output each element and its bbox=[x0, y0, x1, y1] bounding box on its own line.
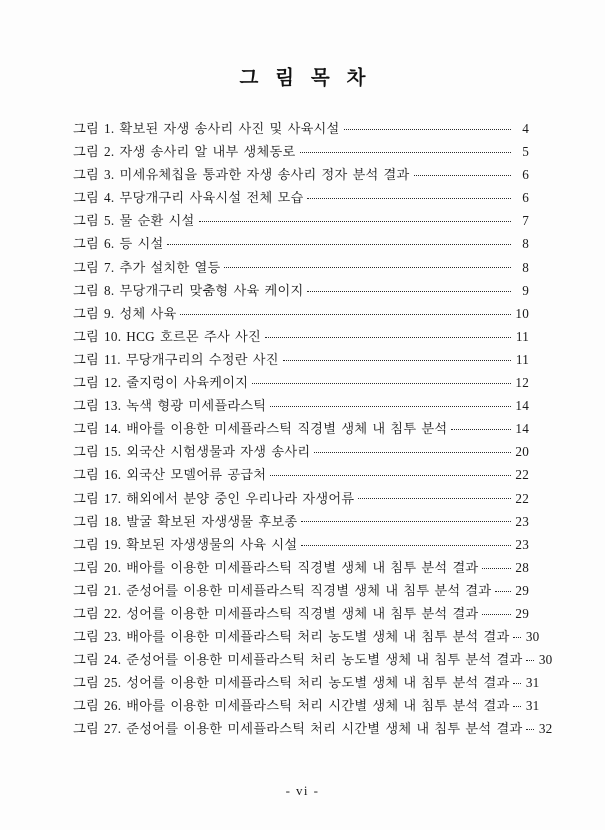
figure-entry-label: 그림 2. 자생 송사리 알 내부 생체동로 bbox=[73, 144, 296, 160]
figure-entry-label: 그림 26. 배아를 이용한 미세플라스틱 처리 시간별 생체 내 침투 분석 결과 bbox=[73, 698, 510, 714]
dot-leader bbox=[451, 420, 511, 433]
figure-list bbox=[73, 118, 553, 742]
dot-leader bbox=[526, 651, 534, 664]
dot-leader bbox=[358, 489, 511, 502]
figure-entry-page-number: 29 bbox=[515, 605, 529, 621]
figure-list-entry[interactable] bbox=[73, 464, 529, 487]
figure-entry-page-number: 30 bbox=[538, 652, 553, 668]
figure-entry-page-number: 10 bbox=[515, 305, 529, 321]
figure-list-entry[interactable] bbox=[73, 534, 529, 557]
figure-entry-page-number: 7 bbox=[522, 213, 529, 229]
dot-leader bbox=[495, 582, 511, 595]
figure-list-entry[interactable] bbox=[73, 626, 540, 649]
dot-leader bbox=[314, 443, 511, 456]
dot-leader bbox=[224, 258, 511, 271]
figure-entry-label: 그림 6. 등 시설 bbox=[73, 236, 164, 252]
figure-list-entry[interactable] bbox=[73, 441, 529, 464]
figure-entry-label: 그림 13. 녹색 형광 미세플라스틱 bbox=[73, 398, 267, 414]
figure-entry-page-number: 8 bbox=[522, 259, 529, 275]
dot-leader bbox=[300, 143, 511, 156]
figure-entry-label: 그림 15. 외국산 시험생물과 자생 송사리 bbox=[73, 444, 311, 460]
figure-entry-page-number: 30 bbox=[525, 629, 540, 645]
figure-list-entry[interactable] bbox=[73, 210, 529, 233]
dot-leader bbox=[344, 120, 511, 133]
figure-list-entry[interactable] bbox=[73, 603, 529, 626]
dot-leader bbox=[307, 281, 511, 294]
figure-list-entry[interactable] bbox=[73, 164, 529, 187]
figure-list-entry[interactable] bbox=[73, 695, 540, 718]
figure-list-entry[interactable] bbox=[73, 187, 529, 210]
figure-entry-page-number: 29 bbox=[515, 582, 529, 598]
figure-list-entry[interactable] bbox=[73, 418, 529, 441]
figure-entry-page-number: 22 bbox=[515, 490, 529, 506]
figure-list-entry[interactable] bbox=[73, 349, 529, 372]
dot-leader bbox=[513, 628, 521, 641]
figure-entry-page-number: 23 bbox=[515, 513, 529, 529]
figure-list-entry[interactable] bbox=[73, 141, 529, 164]
figure-entry-label: 그림 3. 미세유체칩을 통과한 자생 송사리 정자 분석 결과 bbox=[73, 167, 410, 183]
figure-entry-page-number: 9 bbox=[522, 282, 529, 298]
figure-list-entry[interactable] bbox=[73, 580, 529, 603]
figure-entry-label: 그림 14. 배아를 이용한 미세플라스틱 직경별 생체 내 침투 분석 bbox=[73, 421, 448, 437]
dot-leader bbox=[414, 166, 511, 179]
figure-entry-label: 그림 16. 외국산 모델어류 공급처 bbox=[73, 467, 267, 483]
dot-leader bbox=[180, 305, 511, 318]
figure-list-entry[interactable] bbox=[73, 372, 529, 395]
figure-entry-label: 그림 8. 무당개구리 맞춤형 사육 케이지 bbox=[73, 282, 304, 298]
dot-leader bbox=[270, 466, 511, 479]
figure-entry-page-number: 28 bbox=[515, 559, 529, 575]
figure-list-entry[interactable] bbox=[73, 649, 553, 672]
figure-entry-label: 그림 20. 배아를 이용한 미세플라스틱 직경별 생체 내 침투 분석 결과 bbox=[73, 559, 479, 575]
dot-leader bbox=[252, 374, 511, 387]
figure-entry-label: 그림 4. 무당개구리 사육시설 전체 모습 bbox=[73, 190, 304, 206]
figure-entry-label: 그림 12. 줄지렁이 사육케이지 bbox=[73, 375, 249, 391]
figure-list-entry[interactable] bbox=[73, 718, 553, 741]
page-number-footer: - vi - bbox=[285, 783, 320, 798]
dot-leader bbox=[270, 397, 511, 410]
figure-list-entry[interactable] bbox=[73, 326, 529, 349]
figure-entry-label: 그림 18. 발굴 확보된 자생생물 후보종 bbox=[73, 513, 298, 529]
figure-entry-label: 그림 19. 확보된 자생생물의 사육 시설 bbox=[73, 536, 298, 552]
dot-leader bbox=[526, 720, 534, 733]
figure-entry-page-number: 11 bbox=[515, 328, 529, 344]
figure-entry-label: 그림 9. 성체 사육 bbox=[73, 305, 177, 321]
figure-entry-page-number: 4 bbox=[522, 121, 529, 136]
dot-leader bbox=[482, 605, 511, 618]
dot-leader bbox=[482, 559, 511, 572]
dot-leader bbox=[265, 328, 511, 341]
figure-entry-page-number: 31 bbox=[525, 698, 540, 714]
figure-entry-page-number: 14 bbox=[515, 398, 529, 414]
figure-list-entry[interactable] bbox=[73, 280, 529, 303]
dot-leader bbox=[307, 189, 511, 202]
figure-entry-label: 그림 5. 물 순환 시설 bbox=[73, 213, 195, 229]
figure-entry-label: 그림 22. 성어를 이용한 미세플라스틱 직경별 생체 내 침투 분석 결과 bbox=[73, 605, 479, 621]
figure-list-entry[interactable] bbox=[73, 488, 529, 511]
dot-leader bbox=[167, 235, 511, 248]
figure-list-entry[interactable] bbox=[73, 118, 529, 141]
figure-entry-label: 그림 23. 배아를 이용한 미세플라스틱 처리 농도별 생체 내 침투 분석 결과 bbox=[73, 629, 510, 645]
figure-entry-label: 그림 27. 준성어를 이용한 미세플라스틱 처리 시간별 생체 내 침투 분석 결과 bbox=[73, 721, 523, 737]
figure-entry-label: 그림 1. 확보된 자생 송사리 사진 및 사육시설 bbox=[73, 121, 340, 136]
figure-list-entry[interactable] bbox=[73, 672, 540, 695]
figure-entry-page-number: 23 bbox=[515, 536, 529, 552]
figure-list-entry[interactable] bbox=[73, 395, 529, 418]
figure-list-entry[interactable] bbox=[73, 511, 529, 534]
dot-leader bbox=[513, 674, 521, 687]
figure-entry-label: 그림 11. 무당개구리의 수정란 사진 bbox=[73, 351, 279, 367]
figure-entry-page-number: 14 bbox=[515, 421, 529, 437]
figure-entry-page-number: 11 bbox=[515, 351, 529, 367]
figure-list-entry[interactable] bbox=[73, 257, 529, 280]
figure-entry-label: 그림 7. 추가 설치한 열등 bbox=[73, 259, 221, 275]
figure-entry-label: 그림 17. 해외에서 분양 중인 우리나라 자생어류 bbox=[73, 490, 355, 506]
figure-entry-page-number: 22 bbox=[515, 467, 529, 483]
dot-leader bbox=[301, 536, 511, 549]
figure-entry-page-number: 6 bbox=[522, 167, 529, 183]
figure-entry-page-number: 6 bbox=[522, 190, 529, 206]
figure-entry-page-number: 5 bbox=[522, 144, 529, 160]
figure-entry-page-number: 12 bbox=[515, 375, 529, 391]
dot-leader bbox=[513, 697, 521, 710]
page-title: 그 림 목 차 bbox=[239, 68, 372, 89]
figure-entry-page-number: 20 bbox=[515, 444, 529, 460]
dot-leader bbox=[301, 512, 511, 525]
figure-entry-page-number: 31 bbox=[525, 675, 540, 691]
figure-entry-page-number: 32 bbox=[538, 721, 553, 737]
dot-leader bbox=[199, 212, 511, 225]
figure-entry-label: 그림 24. 준성어를 이용한 미세플라스틱 처리 농도별 생체 내 침투 분석 결과 bbox=[73, 652, 523, 668]
figure-list-entry[interactable] bbox=[73, 557, 529, 580]
figure-list-entry[interactable] bbox=[73, 303, 529, 326]
figure-entry-page-number: 8 bbox=[522, 236, 529, 252]
dot-leader bbox=[283, 351, 511, 364]
figure-entry-label: 그림 10. HCG 호르몬 주사 사진 bbox=[73, 328, 261, 344]
figure-entry-label: 그림 21. 준성어를 이용한 미세플라스틱 직경별 생체 내 침투 분석 결과 bbox=[73, 582, 492, 598]
figure-list-entry[interactable] bbox=[73, 233, 529, 256]
figure-entry-label: 그림 25. 성어를 이용한 미세플라스틱 처리 농도별 생체 내 침투 분석 결과 bbox=[73, 675, 510, 691]
